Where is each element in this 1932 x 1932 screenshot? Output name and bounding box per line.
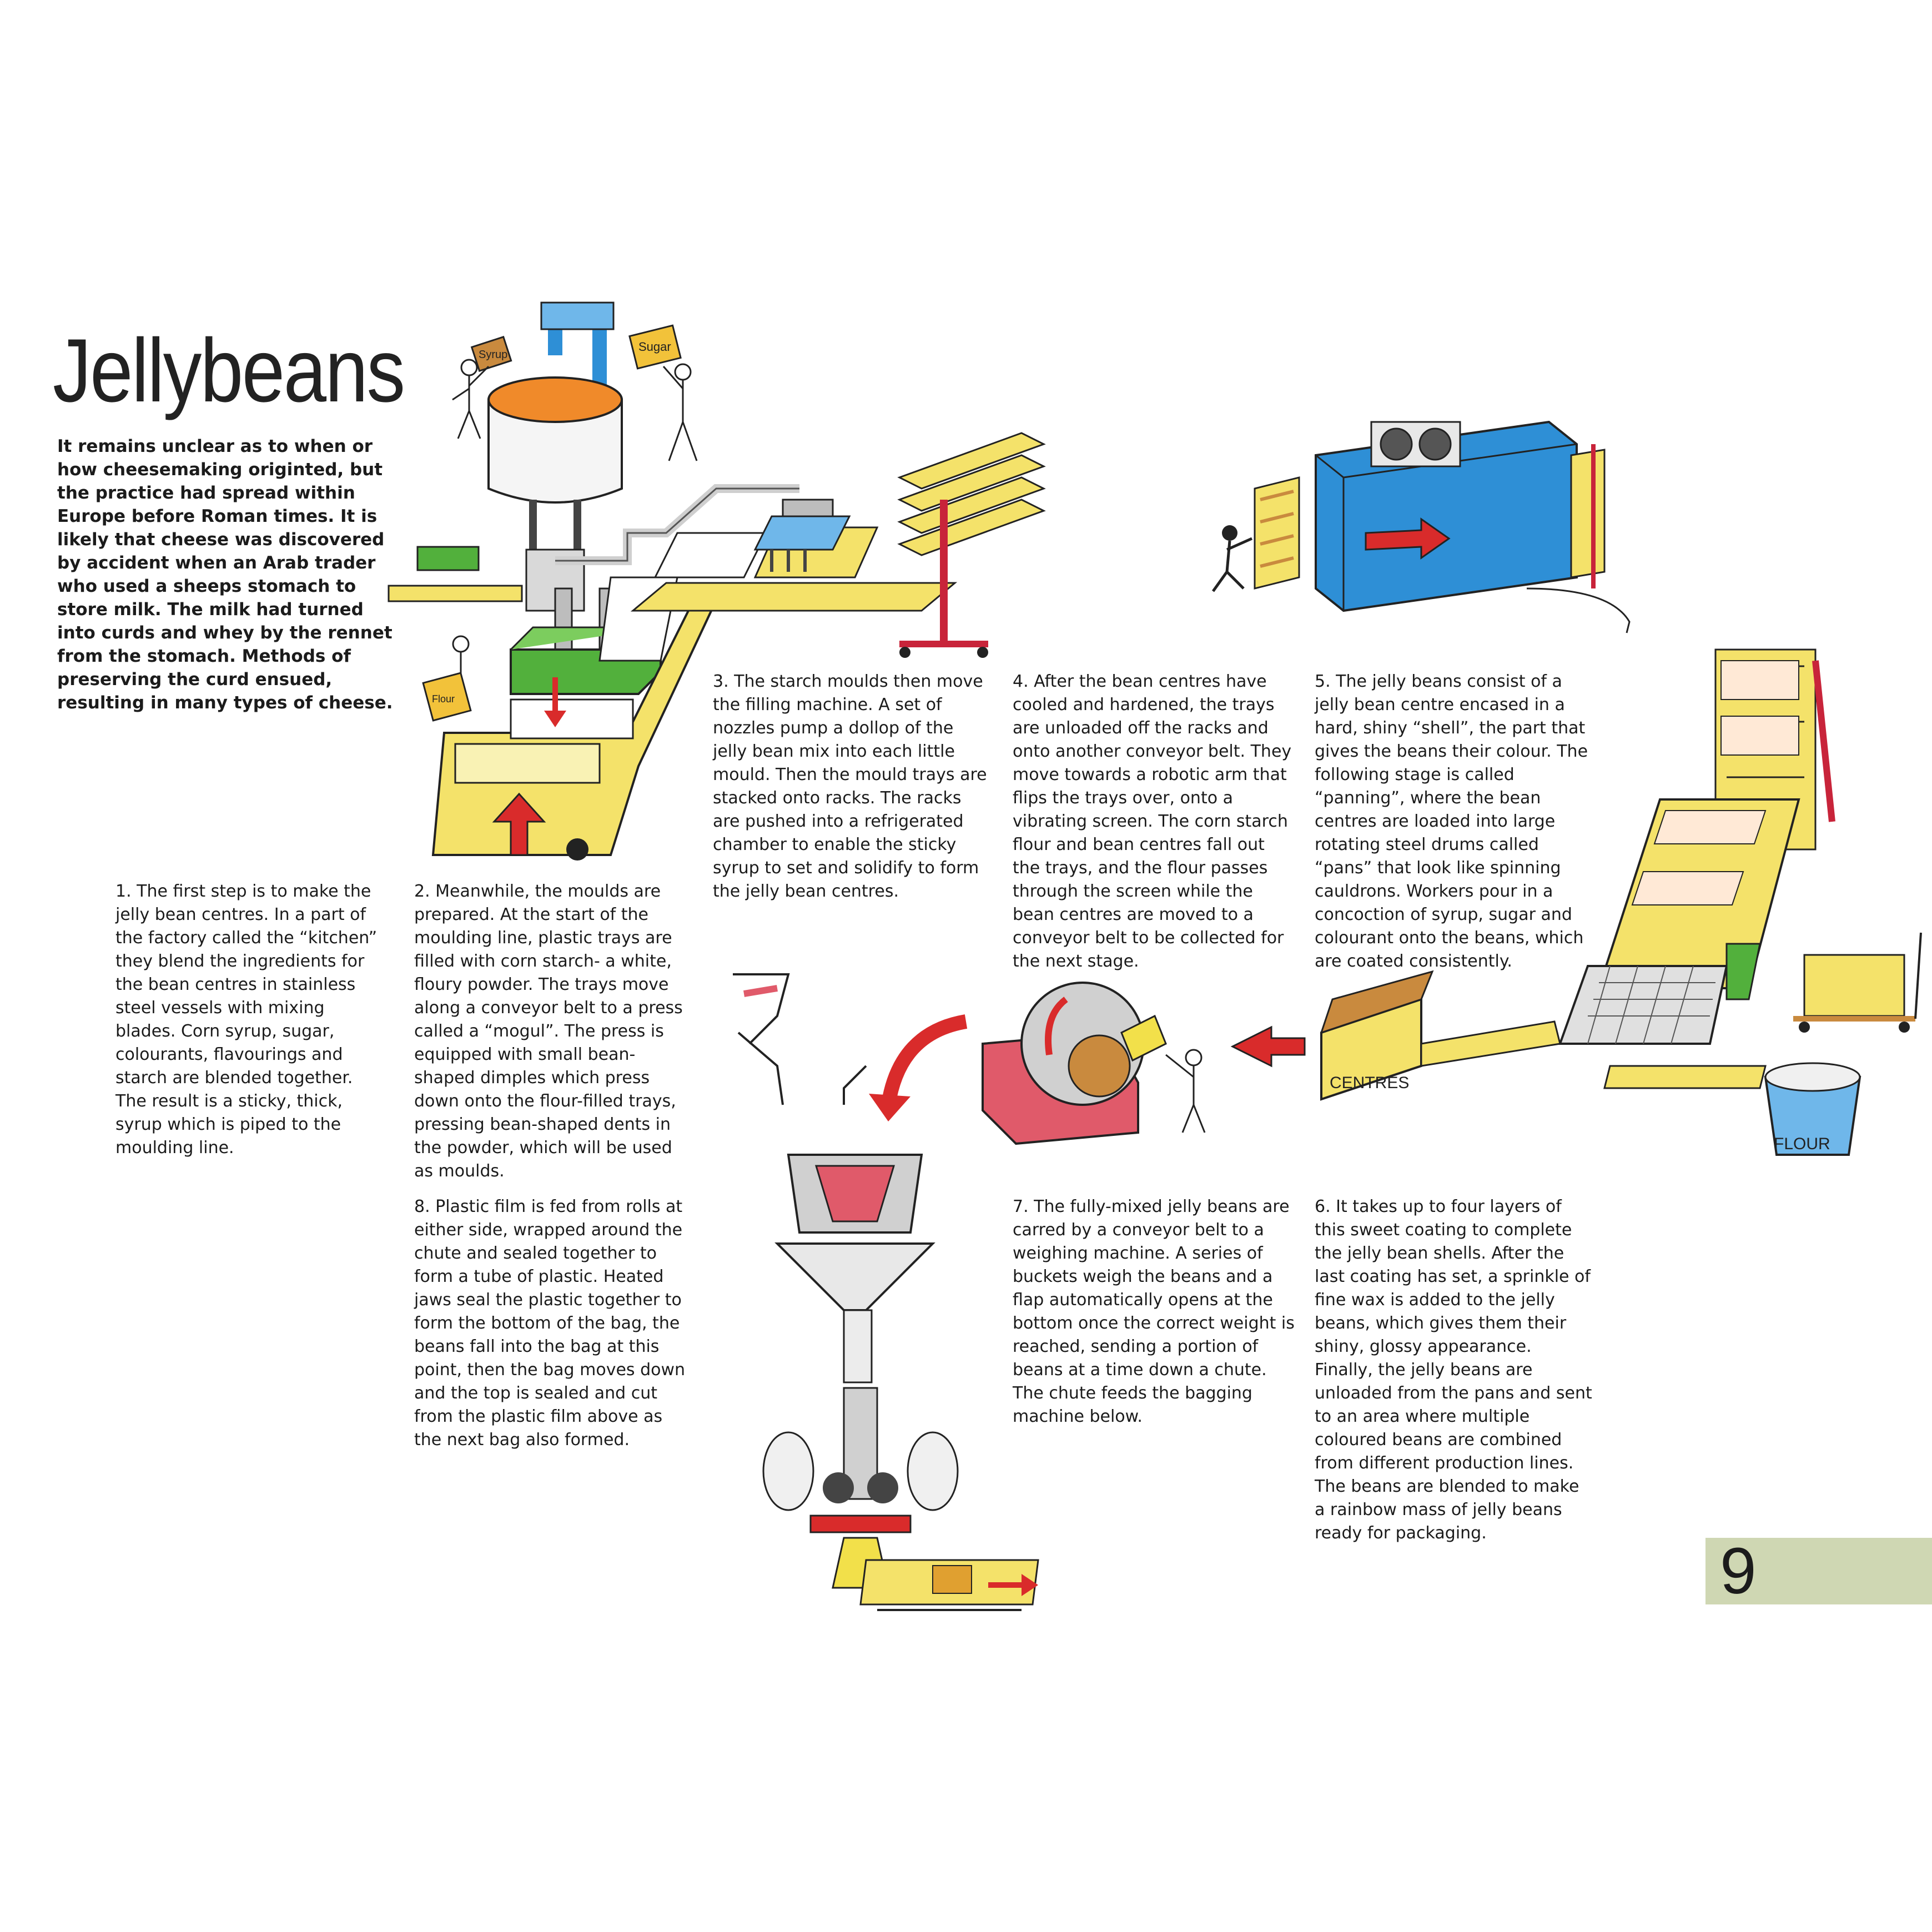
refrigerated-chamber bbox=[1316, 422, 1577, 611]
curved-arrow-head-icon bbox=[869, 1094, 910, 1121]
worker-figure bbox=[1213, 525, 1252, 591]
step-4-text: 4. After the bean centres have cooled and hardened, the trays are unloaded off the racks and onto another conveyor belt. They move towards a robotic arm that flips the trays over, onto a vibrating screen. The corn starch flour and bean centres fall out the trays, and the flour passes through the screen while the bean centres are moved to a conveyor belt to be collected for the next stage. bbox=[1013, 672, 1292, 971]
small-press bbox=[389, 547, 522, 601]
sugar-label: Sugar bbox=[638, 340, 671, 354]
flour-bin-label: FLOUR bbox=[1774, 1135, 1830, 1153]
panning-drum bbox=[983, 983, 1166, 1144]
page-title: Jellybeans bbox=[53, 320, 404, 421]
chamber-rack-left bbox=[1255, 477, 1299, 588]
page-number: 9 bbox=[1720, 1534, 1757, 1608]
bean-chute-top bbox=[733, 974, 866, 1105]
step-5-text: 5. The jelly beans consist of a jelly bean centre encased in a hard, shiny “shell”, the part that gives the beans their colour. The following stage is called “panning”, where the bean centres are loaded into large rotating steel drums called “pans” that look like spinning cauldrons. Workers pour in a concoction of syrup, sugar and colourant onto the beans, which are coated consistently. bbox=[1315, 672, 1588, 971]
weighing-machine bbox=[777, 1155, 933, 1382]
intro-paragraph: It remains unclear as to when or how cheesemaking origintеd, but the practice had spread within Europe before Roman times. It is likely that cheese was discovered by accident when an Arab trader who used a sheeps stomach to store milk. The milk had turned into curds and whey by the rennet from the stomach. Methods of preserving the curd ensued, resulting in many types of cheese. bbox=[57, 436, 393, 713]
tray-rack bbox=[899, 433, 1044, 658]
flour-conveyor bbox=[1604, 1066, 1765, 1088]
bagging-machine bbox=[763, 1388, 958, 1588]
step-2-text: 2. Meanwhile, the moulds are prepared. At the start of the moulding line, plastic trays are filled with corn starch- a white, floury powder. The trays move along a conveyor belt to a press called a “mogul”. The press is equipped with small bean-shaped dimples which press down onto the flour-filled trays, pressing bean-shaped dents in the powder, which will be used as moulds. bbox=[414, 882, 683, 1181]
flour-carrier-figure bbox=[423, 636, 471, 721]
centres-box-label: CENTRES bbox=[1330, 1074, 1410, 1092]
curved-red-arrow-icon bbox=[888, 1022, 966, 1105]
syrup-label: Syrup bbox=[479, 349, 508, 361]
step-6-text: 6. It takes up to four layers of this sweet coating to complete the jelly bean shells. After the last coating has set, a sprinkle of fine wax is added to the jelly beans, which gives them their shiny, glossy appearance. Finally, the jelly beans are unloaded from the pans and sent to an area where multiple coloured beans are combined from different production lines. The beans are blended to make a rainbow mass of jelly beans ready for packaging. bbox=[1315, 1197, 1592, 1543]
left-arrow-icon bbox=[1232, 1027, 1305, 1066]
curved-arrow-icon bbox=[1527, 588, 1629, 633]
tray-cart bbox=[1793, 933, 1921, 1033]
flour-bag-label: Flour bbox=[432, 693, 455, 705]
moulding-conveyor bbox=[433, 577, 722, 861]
step-3-text: 3. The starch moulds then move the filling machine. A set of nozzles pump a dollop of the jelly bean mix into each little mould. Then the mould trays are stacked onto racks. The racks are pushed into a refrigerated chamber to enable the sticky syrup to set and solidify to form the jelly bean centres. bbox=[713, 672, 987, 901]
pan-worker-figure bbox=[1166, 1050, 1205, 1133]
unloading-line bbox=[1599, 650, 1832, 988]
chamber-rack-right bbox=[1571, 444, 1604, 588]
step-7-text: 7. The fully-mixed jelly beans are carred by a conveyor belt to a weighing machine. A series of buckets weigh the beans and a flap automatically opens at the bottom once the correct weight is reached, sending a portion of beans at a time down a chute. The chute feeds the bagging machine below. bbox=[1013, 1197, 1295, 1426]
sugar-pourer-figure bbox=[630, 325, 697, 461]
bag-conveyor bbox=[861, 1560, 1038, 1610]
centres-box bbox=[1321, 972, 1560, 1099]
step-1-text: 1. The first step is to make the jelly bean centres. In a part of the factory called the “kitchen” they blend the ingredients for the bean centres in stainless steel vessels with mixing blades. Corn syrup, sugar, colourants, flavourings and starch are blended together. The result is a sticky, thick, syrup which is piped to the moulding line. bbox=[115, 882, 378, 1158]
flour-bin bbox=[1765, 1063, 1860, 1155]
step-8-text: 8. Plastic film is fed from rolls at either side, wrapped around the chute and sealed together to form a tube of plastic. Heated jaws seal the plastic together to form the bottom of the bag, the beans fall into the bag at this point, then the bag moves down and the top is sealed and cut from the plastic film above as the next bag also formed. bbox=[414, 1197, 686, 1450]
